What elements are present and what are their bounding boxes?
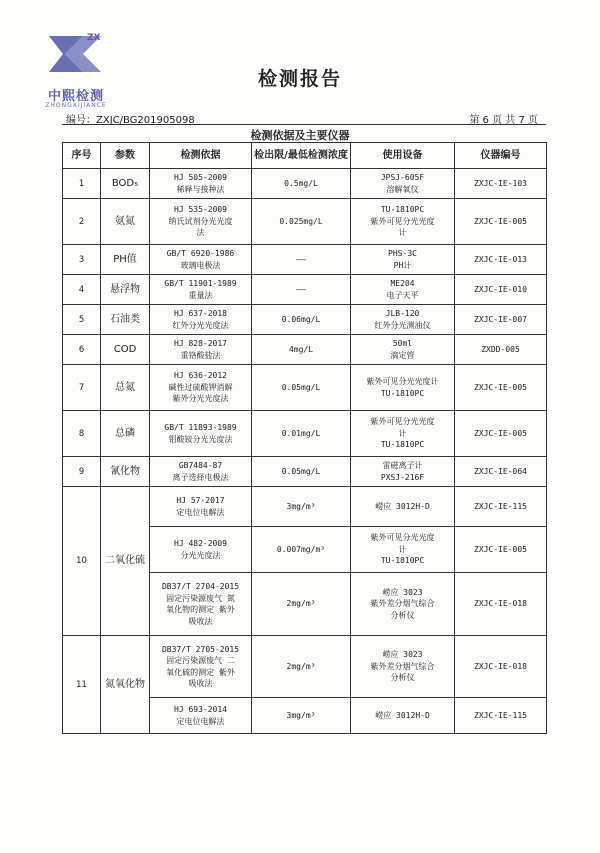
cell-param: 氮氧化物 (101, 636, 150, 734)
cell-limit: —— (252, 245, 351, 275)
table-row (63, 365, 547, 411)
cell-limit: 3mg/m³ (252, 487, 351, 527)
cell-basis: HJ 828-2017 重铬酸盐法 (150, 335, 252, 365)
col-header-limit: 检出限/最低检测浓度 (252, 143, 351, 169)
cell-limit: 0.025mg/L (252, 199, 351, 245)
table-row (63, 335, 547, 365)
logo-english-name: ZHONGXIJIANCE (45, 102, 107, 109)
cell-equipment: 50ml 滴定管 (351, 335, 455, 365)
cell-equipment: ME204 电子天平 (351, 275, 455, 305)
cell-basis: HJ 505-2009 稀释与接种法 (150, 169, 252, 199)
cell-param: 二氧化硫 (101, 487, 150, 636)
cell-instrument-code: ZXJC-IE-010 (455, 275, 547, 305)
cell-basis: GB/T 11893-1989 钼酸铵分光光度法 (150, 411, 252, 457)
test-basis-table (62, 142, 547, 734)
cell-equipment: 紫外可见分光光度 计 TU-1810PC (351, 411, 455, 457)
cell-basis: HJ 535-2009 纳氏试剂分光光度 法 (150, 199, 252, 245)
cell-equipment: PHS-3C PH计 (351, 245, 455, 275)
cell-limit: 2mg/m³ (252, 573, 351, 636)
cell-no: 11 (63, 636, 101, 734)
cell-param: PH值 (101, 245, 150, 275)
cell-no: 9 (63, 457, 101, 487)
cell-limit: 0.01mg/L (252, 411, 351, 457)
cell-param: 总氮 (101, 365, 150, 411)
col-header-instrument-code: 仪器编号 (455, 143, 547, 169)
cell-param: 氰化物 (101, 457, 150, 487)
cell-basis: GB/T 6920-1986 玻璃电极法 (150, 245, 252, 275)
cell-instrument-code: ZXJC-IE-007 (455, 305, 547, 335)
cell-basis: GB7484-87 离子选择电极法 (150, 457, 252, 487)
cell-instrument-code: ZXJC-IE-013 (455, 245, 547, 275)
cell-basis: HJ 482-2009 分光光度法 (150, 527, 252, 573)
cell-limit: 0.5mg/L (252, 169, 351, 199)
cell-param: 悬浮物 (101, 275, 150, 305)
header-divider (62, 124, 546, 125)
cell-equipment: 崂应 3023 紫外差分烟气综合 分析仪 (351, 573, 455, 636)
col-header-param: 参数 (101, 143, 150, 169)
cell-no: 1 (63, 169, 101, 199)
cell-equipment: 雷磁离子计 PXSJ-216F (351, 457, 455, 487)
cell-instrument-code: ZXJC-IE-064 (455, 457, 547, 487)
table-row (63, 411, 547, 457)
cell-equipment: 崂应 3012H-D (351, 698, 455, 734)
cell-no: 10 (63, 487, 101, 636)
cell-no: 5 (63, 305, 101, 335)
cell-no: 4 (63, 275, 101, 305)
cell-basis: HJ 693-2014 定电位电解法 (150, 698, 252, 734)
cell-basis: DB37/T 2705-2015 固定污染源废气 二 氧化硫的测定 紫外 吸收法 (150, 636, 252, 698)
cell-basis: HJ 637-2018 红外分光光度法 (150, 305, 252, 335)
cell-limit: 4mg/L (252, 335, 351, 365)
cell-instrument-code: ZXJC-IE-018 (455, 636, 547, 698)
cell-instrument-code: ZXJC-IE-005 (455, 199, 547, 245)
cell-limit: 0.06mg/L (252, 305, 351, 335)
cell-equipment: 紫外可见分光光度计 TU-1810PC (351, 365, 455, 411)
cell-param: BOD₅ (101, 169, 150, 199)
cell-param: 石油类 (101, 305, 150, 335)
cell-instrument-code: ZXJC-IE-005 (455, 411, 547, 457)
page-number: 第 6 页 共 7 页 (469, 115, 538, 126)
cell-equipment: JPSJ-605F 溶解氧仪 (351, 169, 455, 199)
cell-limit: 0.05mg/L (252, 365, 351, 411)
cell-basis: HJ 57-2017 定电位电解法 (150, 487, 252, 527)
cell-basis: DB37/T 2704-2015 固定污染源废气 氮 氧化物的测定 紫外 吸收法 (150, 573, 252, 636)
col-header-basis: 检测依据 (150, 143, 252, 169)
cell-instrument-code: ZXJC-IE-103 (455, 169, 547, 199)
cell-equipment: 紫外可见分光光度 计 TU-1810PC (351, 527, 455, 573)
table-row (63, 245, 547, 275)
cell-limit: —— (252, 275, 351, 305)
cell-limit: 2mg/m³ (252, 636, 351, 698)
cell-param: 总磷 (101, 411, 150, 457)
cell-no: 3 (63, 245, 101, 275)
table-row (63, 487, 547, 527)
cell-param: COD (101, 335, 150, 365)
cell-basis: GB/T 11901-1989 重量法 (150, 275, 252, 305)
cell-instrument-code: ZXJC-IE-005 (455, 527, 547, 573)
table-row (63, 275, 547, 305)
cell-instrument-code: ZXJC-IE-115 (455, 487, 547, 527)
table-header-row (63, 143, 547, 169)
cell-basis: HJ 636-2012 碱性过硫酸钾消解 紫外分光光度法 (150, 365, 252, 411)
table-row (63, 305, 547, 335)
cell-no: 8 (63, 411, 101, 457)
svg-text:ZX: ZX (87, 33, 101, 43)
cell-limit: 3mg/m³ (252, 698, 351, 734)
cell-limit: 0.05mg/L (252, 457, 351, 487)
cell-limit: 0.007mg/m³ (252, 527, 351, 573)
cell-instrument-code: ZXDD-005 (455, 335, 547, 365)
table-row (63, 457, 547, 487)
col-header-equipment: 使用设备 (351, 143, 455, 169)
cell-instrument-code: ZXJC-IE-115 (455, 698, 547, 734)
cell-instrument-code: ZXJC-IE-018 (455, 573, 547, 636)
page-title: 检测报告 (257, 68, 342, 90)
cell-equipment: 崂应 3012H-D (351, 487, 455, 527)
cell-equipment: TU-1810PC 紫外可见分光光度 计 (351, 199, 455, 245)
cell-instrument-code: ZXJC-IE-005 (455, 365, 547, 411)
cell-param: 氨氮 (101, 199, 150, 245)
col-header-no: 序号 (63, 143, 101, 169)
section-title: 检测依据及主要仪器 (250, 129, 350, 142)
logo-chinese-name: 中熙检测 (47, 89, 104, 104)
report-number: 编号：ZXJC/BG201905098 (66, 115, 195, 126)
cell-equipment: 崂应 3023 紫外差分烟气综合 分析仪 (351, 636, 455, 698)
cell-no: 6 (63, 335, 101, 365)
cell-no: 2 (63, 199, 101, 245)
table-row (63, 636, 547, 698)
cell-equipment: JLB-120 红外分光测油仪 (351, 305, 455, 335)
table-row (63, 169, 547, 199)
cell-no: 7 (63, 365, 101, 411)
table-row (63, 199, 547, 245)
